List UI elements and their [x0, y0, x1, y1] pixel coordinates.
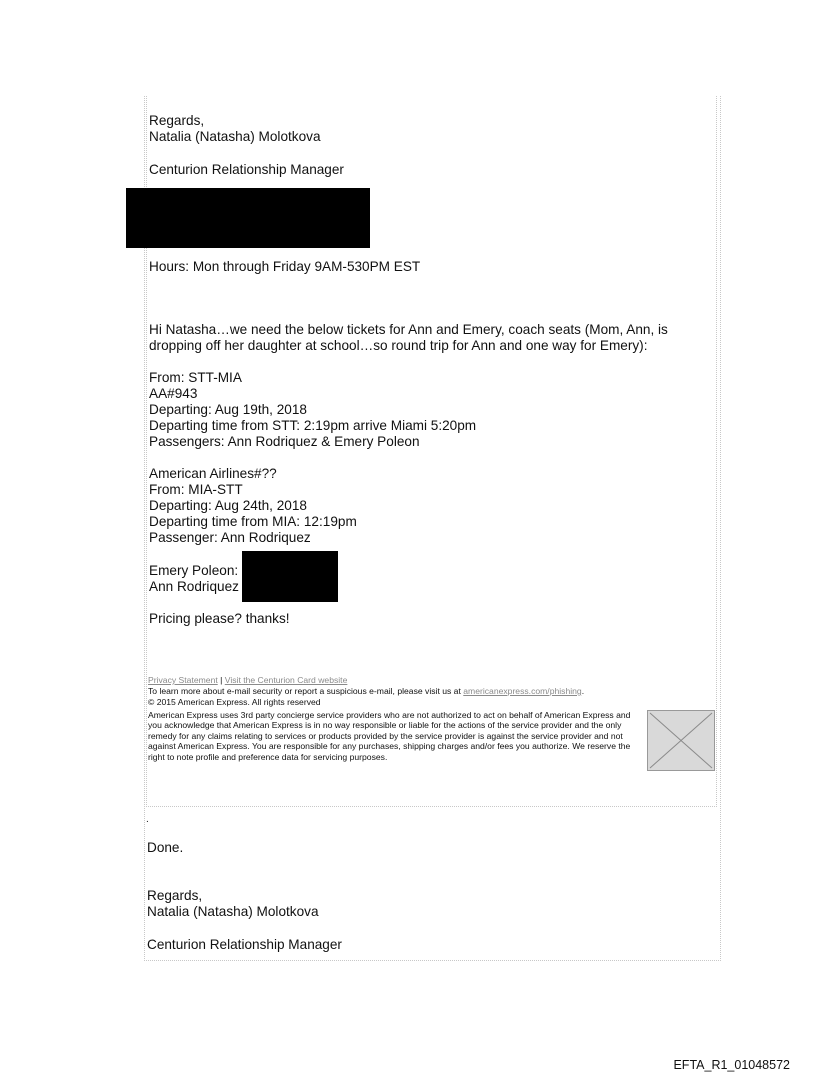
copyright-text: © 2015 American Express. All rights reserved — [148, 697, 321, 707]
reply-signer-title: Centurion Relationship Manager — [147, 937, 342, 952]
flight2-date: Departing: Aug 24th, 2018 — [149, 498, 307, 513]
flight2-time: Departing time from MIA: 12:19pm — [149, 514, 357, 529]
phishing-link[interactable]: americanexpress.com/phishing — [463, 686, 582, 696]
flight2-passenger: Passenger: Ann Rodriquez — [149, 530, 311, 545]
redaction-block — [126, 188, 370, 248]
footer-links — [148, 675, 347, 685]
reply-closing: Regards, — [147, 888, 203, 903]
flight1-date: Departing: Aug 19th, 2018 — [149, 402, 307, 417]
flight1-number: AA#943 — [149, 386, 198, 401]
flight1-passengers: Passengers: Ann Rodriquez & Emery Poleon — [149, 434, 420, 449]
security-notice: To learn more about e-mail security or report a suspicious e-mail, please visit us at americanexpress.com/phishing. — [148, 686, 585, 696]
pricing-request: Pricing please? thanks! — [149, 611, 290, 626]
request-line-2: dropping off her daughter at school…so round trip for Ann and one way for Emery): — [149, 338, 648, 353]
link-separator: | — [220, 675, 223, 685]
redaction-block — [242, 551, 338, 602]
flight2-airline: American Airlines#?? — [149, 466, 277, 481]
flight1-route: From: STT-MIA — [149, 370, 242, 385]
closing-text: Regards, — [149, 113, 205, 128]
privacy-statement-link[interactable]: Privacy Statement — [148, 675, 218, 685]
flight1-time: Departing time from STT: 2:19pm arrive Miami 5:20pm — [149, 418, 477, 433]
separator-dot: . — [146, 814, 149, 825]
done-text: Done. — [147, 840, 184, 855]
ann-label: Ann Rodriquez — [149, 579, 239, 594]
signer-title: Centurion Relationship Manager — [149, 162, 344, 177]
emery-label: Emery Poleon: — [149, 563, 239, 578]
request-line-1: Hi Natasha…we need the below tickets for Ann and Emery, coach seats (Mom, Ann, is — [149, 322, 668, 337]
broken-image-icon — [647, 710, 715, 771]
signer-name: Natalia (Natasha) Molotkova — [149, 129, 321, 144]
centurion-website-link[interactable]: Visit the Centurion Card website — [224, 675, 348, 685]
hours-text: Hours: Mon through Friday 9AM-530PM EST — [149, 259, 421, 274]
document-id: EFTA_R1_01048572 — [673, 1058, 790, 1072]
reply-signer-name: Natalia (Natasha) Molotkova — [147, 904, 319, 919]
flight2-route: From: MIA-STT — [149, 482, 243, 497]
disclaimer-text: American Express uses 3rd party concierge service providers who are not authorized to act on behalf of American Express and you acknowledge that American Express is in no way responsible or liable for the actions of the service provider and the only remedy for any claims relating to services or products provided by the service provider is against the service provider and not against American Express. You are responsible for any purchases, shipping charges and/or fees you authorize. We reserve the right to note profile and preference data for servicing purposes. — [148, 710, 631, 762]
